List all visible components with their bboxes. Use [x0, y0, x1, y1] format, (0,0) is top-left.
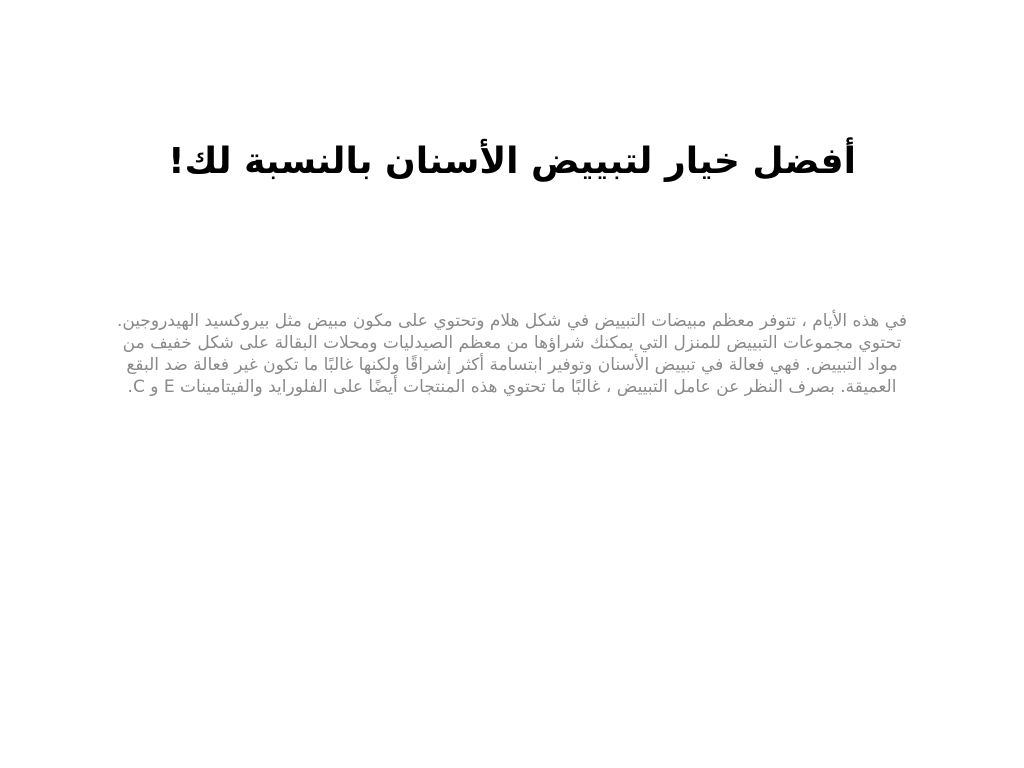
- slide-body-text: في هذه الأيام ، تتوفر معظم مبيضات التبييض في شكل هلام وتحتوي على مكون مبيض مثل بيروكسيد الهيدروجين. تحتوي مجموعات التبييض للمنزل التي يمكنك شراؤها من معظم الصيدليات ومحلات البقالة على شكل خفيف من مواد التبييض. فهي فعالة في تبييض الأسنان وتوفير ابتسامة أكثر إشراقًا ولكنها غالبًا ما تكون غير فعالة ضد البقع العميقة. بصرف النظر عن عامل التبييض ، غالبًا ما تحتوي هذه المنتجات أيضًا على الفلورايد والفيتامينات E و C.: [116, 311, 908, 397]
- slide-title: أفضل خيار لتبييض الأسنان بالنسبة لك!: [168, 141, 856, 182]
